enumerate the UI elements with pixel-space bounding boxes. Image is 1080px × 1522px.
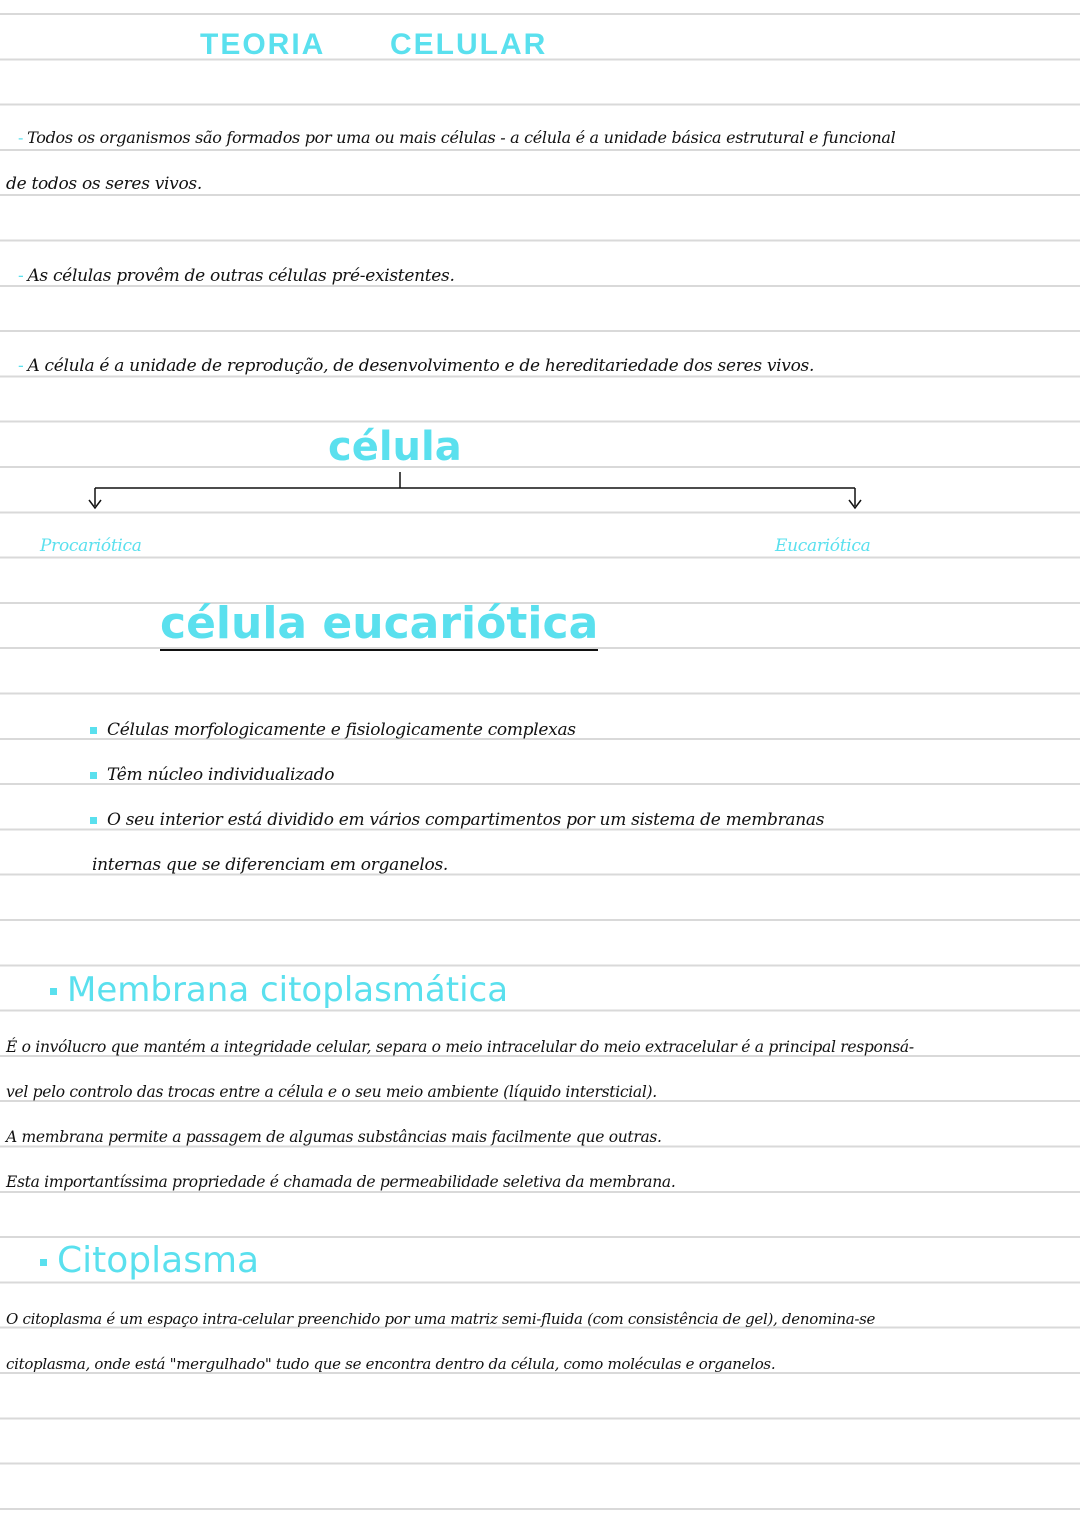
bullet-text: Têm núcleo individualizado	[107, 765, 335, 785]
principle-3: - A célula é a unidade de reprodução, de desenvolvimento e de hereditariedade dos seres vivos.	[18, 356, 815, 376]
title-word-2: CELULAR	[390, 28, 548, 61]
membrane-heading	[50, 970, 508, 1010]
diagram-right: Eucariótica	[775, 536, 871, 556]
cytoplasm-heading-text: Citoplasma	[57, 1240, 260, 1281]
cytoplasm-line-2: citoplasma, onde está "mergulhado" tudo que se encontra dentro da célula, como moléculas e organelos.	[6, 1355, 776, 1373]
membrane-line-4: Esta importantíssima propriedade é chamada de permeabilidade seletiva da membrana.	[6, 1173, 676, 1191]
bullet-icon	[50, 988, 57, 995]
principle-1: - Todos os organismos são formados por uma ou mais células - a célula é a unidade básica estrutural e funcional	[18, 128, 896, 147]
eukaryotic-bullet-3-cont: internas que se diferenciam em organelos.	[92, 855, 448, 875]
bullet-icon	[40, 1259, 47, 1266]
bullet-text: O seu interior está dividido em vários compartimentos por um sistema de membranas	[107, 810, 825, 830]
bullet-icon	[90, 817, 97, 824]
membrane-line-3: A membrana permite a passagem de algumas substâncias mais facilmente que outras.	[6, 1128, 662, 1146]
membrane-line-2: vel pelo controlo das trocas entre a célula e o seu meio ambiente (líquido intersticial).	[6, 1083, 657, 1101]
eukaryotic-heading: célula eucariótica	[160, 598, 599, 649]
diagram-root: célula	[328, 424, 462, 470]
principle-1-cont: de todos os seres vivos.	[6, 174, 202, 194]
cytoplasm-heading	[40, 1240, 259, 1281]
cytoplasm-line-1: O citoplasma é um espaço intra-celular preenchido por uma matriz semi-fluida (com consistência de gel), denomina-se	[6, 1310, 876, 1328]
bullet-icon	[90, 772, 97, 779]
principle-1-text: Todos os organismos são formados por uma ou mais células - a célula é a unidade básica estrutural e funcional	[27, 128, 896, 147]
membrane-line-1: É o invólucro que mantém a integridade celular, separa o meio intracelular do meio extracelular é a principal responsá-	[6, 1038, 914, 1056]
membrane-heading-text: Membrana citoplasmática	[67, 970, 509, 1010]
eukaryotic-bullet-2	[90, 765, 334, 785]
principle-2: - As células provêm de outras células pré-existentes.	[18, 266, 455, 286]
eukaryotic-bullet-1	[90, 720, 576, 740]
principle-2-text: As células provêm de outras células pré-existentes.	[27, 266, 455, 286]
title-word-1: TEORIA	[200, 28, 326, 61]
bullet-text: Células morfologicamente e fisiologicamente complexas	[107, 720, 576, 740]
bullet-icon	[90, 727, 97, 734]
diagram-branches	[0, 470, 1080, 515]
eukaryotic-bullet-3	[90, 810, 824, 830]
principle-3-text: A célula é a unidade de reprodução, de desenvolvimento e de hereditariedade dos seres vivos.	[27, 356, 815, 376]
diagram-left: Procariótica	[40, 536, 142, 556]
